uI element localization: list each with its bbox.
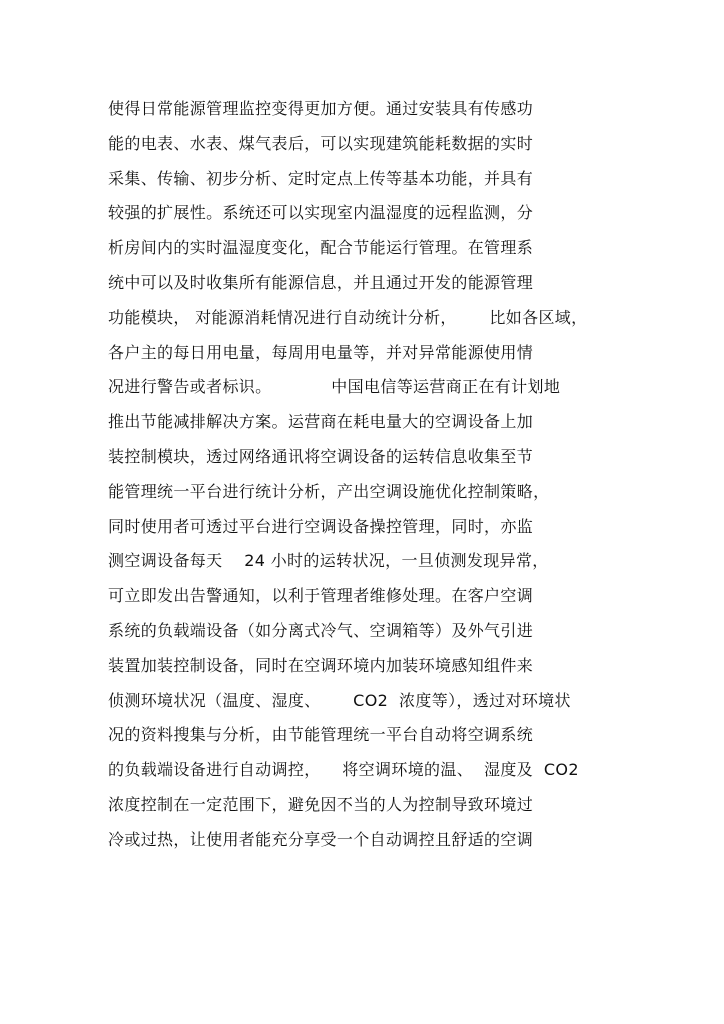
text-line-10: 推出节能减排解决方案。运营商在耗电量大的空调设备上加 [108, 412, 534, 432]
text-line-16: 系统的负载端设备（如分离式冷气、空调箱等）及外气引进 [108, 620, 534, 640]
text-line-17: 装置加装控制设备，同时在空调环境内加装环境感知组件来 [108, 655, 534, 675]
text-line-3: 采集、传输、初步分析、定时定点上传等基本功能，并具有 [108, 168, 534, 188]
text-line-19: 况的资料搜集与分析，由节能管理统一平台自动将空调系统 [108, 725, 534, 745]
text-line-2: 能的电表、水表、煤气表后，可以实现建筑能耗数据的实时 [108, 133, 534, 153]
text-line-1: 使得日常能源管理监控变得更加方便。通过安装具有传感功 [108, 99, 534, 118]
text-line-9: 况进行警告或者标识。 中国电信等运营商正在有计划地 [108, 377, 561, 397]
text-line-5: 析房间内的实时温湿度变化，配合节能运行管理。在管理系 [108, 238, 534, 258]
text-line-21: 浓度控制在一定范围下，避免因不当的人为控制导致环境过 [108, 794, 534, 814]
text-line-4: 较强的扩展性。系统还可以实现室内温湿度的远程监测，分 [108, 203, 534, 223]
body-text [108, 92, 708, 858]
text-line-12: 能管理统一平台进行统计分析，产出空调设施优化控制策略， [108, 481, 550, 501]
text-line-6: 统中可以及时收集所有能源信息，并且通过开发的能源管理 [108, 272, 534, 292]
text-line-15: 可立即发出告警通知，以利于管理者维修处理。在客户空调 [108, 586, 534, 606]
text-line-8: 各户主的每日用电量，每周用电量等，并对异常能源使用情 [108, 342, 534, 362]
text-line-14: 测空调设备每天 24 小时的运转状况，一旦侦测发现异常， [108, 551, 549, 571]
text-line-11: 装控制模块，透过网络通讯将空调设备的运转信息收集至节 [108, 446, 534, 466]
text-line-7: 功能模块， 对能源消耗情况进行自动统计分析， 比如各区域， [108, 307, 588, 327]
text-line-13: 同时使用者可透过平台进行空调设备操控管理，同时，亦监 [108, 516, 534, 536]
text-line-20: 的负载端设备进行自动调控， 将空调环境的温、 湿度及 CO2 [108, 760, 579, 780]
text-line-22: 冷或过热，让使用者能充分享受一个自动调控且舒适的空调 [108, 829, 534, 849]
text-line-18: 侦测环境状况（温度、湿度、 CO2 浓度等），透过对环境状 [108, 690, 571, 710]
